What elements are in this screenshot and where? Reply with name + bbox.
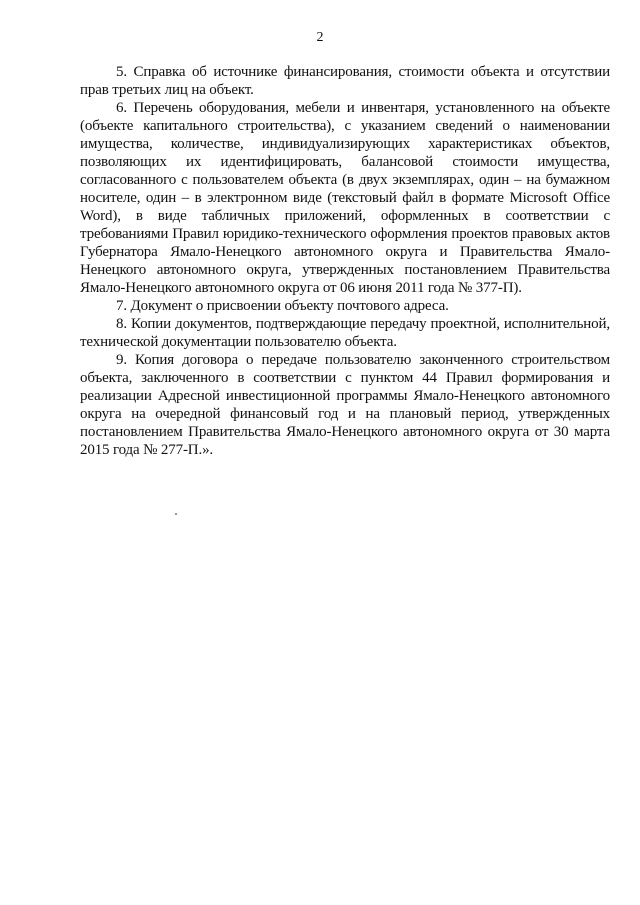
scan-speck [175, 513, 177, 515]
list-item-9: 9. Копия договора о передаче пользователю законченного строительством объекта, заключенного в соответствии с пунктом 44 Правил формирования и реализации Адресной инвестиционной программы Ямало-Ненецкого автономного округа на очередной финансовый год и на плановый период, утвержденных постановлением Правительства Ямало-Ненецкого автономного округа от 30 марта 2015 года № 277-П.». [80, 352, 610, 458]
list-item-7: 7. Документ о присвоении объекту почтового адреса. [116, 298, 449, 314]
page-number: 2 [316, 30, 324, 45]
list-item-5: 5. Справка об источнике финансирования, стоимости объекта и отсутствии прав третьих лиц на объект. [80, 64, 610, 98]
list-item-6: 6. Перечень оборудования, мебели и инвентаря, установленного на объекте (объекте капитального строительства), с указанием сведений о наименовании имущества, количестве, индивидуализирующих характеристиках объектов, позволяющих их идентифицировать, балансовой стоимости имущества, согласованного с пользователем объекта (в двух экземплярах, один – на бумажном носителе, один – в электронном виде (текстовый файл в формате Microsoft Office Word), в виде табличных приложений, оформленных в соответствии с требованиями Правил юридико-технического оформления проектов правовых актов Губернатора Ямало-Ненецкого автономного округа и Правительства Ямало-Ненецкого автономного округа, утвержденных постановлением Правительства Ямало-Ненецкого автономного округа от 06 июня 2011 года № 377-П). [80, 100, 610, 296]
list-item-8: 8. Копии документов, подтверждающие передачу проектной, исполнительной, технической документации пользователю объекта. [80, 316, 610, 350]
document-body [80, 63, 610, 459]
